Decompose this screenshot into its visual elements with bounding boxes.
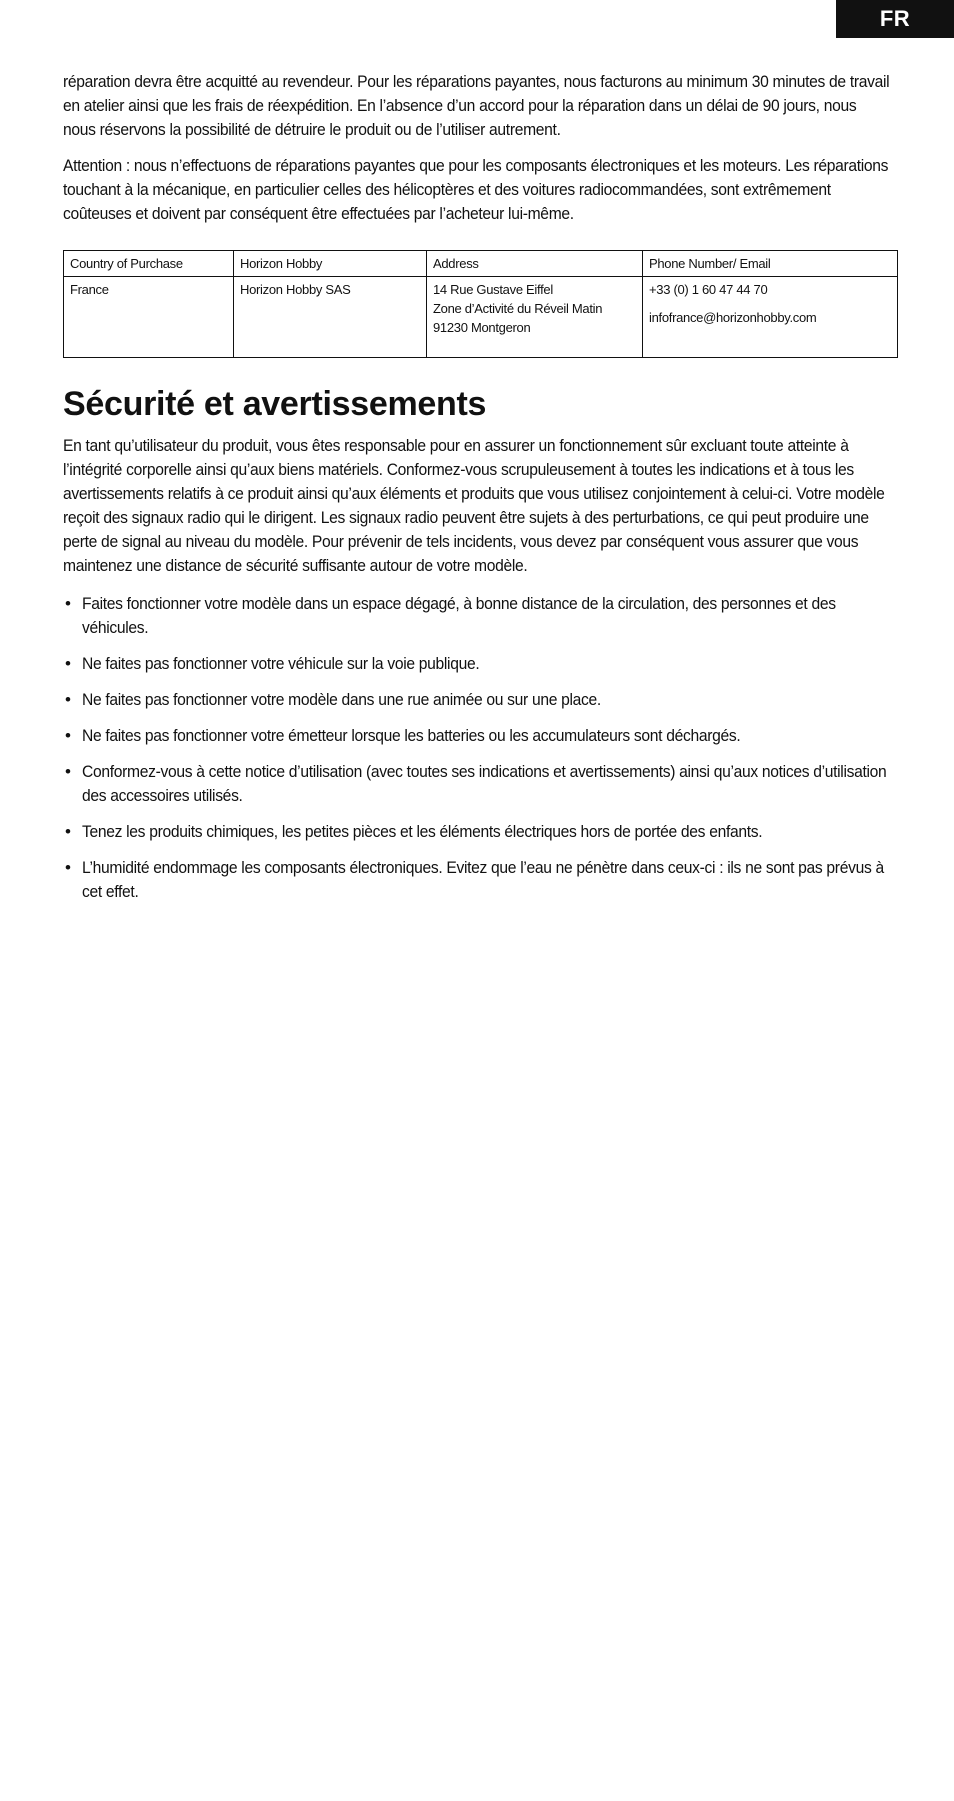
- safety-paragraph: En tant qu’utilisateur du produit, vous êtes responsable pour en assurer un fonctionnement sûr excluant toute atteinte à l’intégrité corporelle ainsi qu’aux biens matériels. Conformez-vous scrupuleusement à toutes les indications et à tous les avertissements relatifs à ce produit ainsi qu’aux éléments et produits que vous utilisez conjointement à celui-ci. Votre modèle reçoit des signaux radio qui le dirigent. Les signaux radio peuvent être sujets à des perturbations, ce qui peut produire une perte de signal au niveau du modèle. Pour prévenir de tels incidents, vous devez par conséquent vous assurer que vous maintenez une distance de sécurité suffisante autour de votre modèle.: [63, 436, 885, 575]
- header-company: Horizon Hobby: [234, 251, 427, 277]
- bullet-glyph: •: [65, 654, 71, 673]
- header-country: Country of Purchase: [64, 251, 234, 277]
- list-item: [63, 724, 893, 748]
- email-address: infofrance@horizonhobby.com: [649, 310, 817, 325]
- address-line-1: 14 Rue Gustave Eiffel: [433, 282, 553, 297]
- address-line-2: Zone d’Activité du Réveil Matin: [433, 301, 603, 316]
- page-content: [63, 70, 893, 916]
- list-item: [63, 760, 893, 808]
- cell-address: [427, 277, 643, 358]
- list-item: [63, 652, 893, 676]
- bullet-glyph: •: [65, 726, 71, 745]
- list-item-text: Ne faites pas fonctionner votre modèle dans une rue animée ou sur une place.: [82, 690, 601, 709]
- bullet-glyph: •: [65, 858, 71, 877]
- language-tab: FR: [836, 0, 954, 38]
- table-row: [64, 277, 898, 358]
- bullet-glyph: •: [65, 690, 71, 709]
- table-header-row: [64, 251, 898, 277]
- bullet-glyph: •: [65, 762, 71, 781]
- bullet-glyph: •: [65, 822, 71, 841]
- list-item-text: Ne faites pas fonctionner votre véhicule sur la voie publique.: [82, 654, 480, 673]
- cell-company: Horizon Hobby SAS: [234, 277, 427, 358]
- list-item-text: Tenez les produits chimiques, les petites pièces et les éléments électriques hors de portée des enfants.: [82, 822, 763, 841]
- list-item-text: Faites fonctionner votre modèle dans un espace dégagé, à bonne distance de la circulation, des personnes et des véhicules.: [82, 594, 836, 637]
- cell-country: France: [64, 277, 234, 358]
- list-item-text: L’humidité endommage les composants électroniques. Evitez que l’eau ne pénètre dans ceux-ci : ils ne sont pas prévus à cet effet.: [82, 858, 884, 901]
- address-line-3: 91230 Montgeron: [433, 320, 531, 335]
- service-contact-table: [63, 250, 898, 358]
- phone-number: +33 (0) 1 60 47 44 70: [649, 282, 768, 297]
- intro-paragraph-2: Attention : nous n’effectuons de réparations payantes que pour les composants électroniques et les moteurs. Les réparations touchant à la mécanique, en particulier celles des hélicoptères et des voitures radiocommandées, sont extrêmement coûteuses et doivent par conséquent être effectuées par l’acheteur lui-même.: [63, 156, 889, 223]
- list-item: [63, 592, 893, 640]
- bullet-glyph: •: [65, 594, 71, 613]
- list-item-text: Ne faites pas fonctionner votre émetteur lorsque les batteries ou les accumulateurs sont déchargés.: [82, 726, 741, 745]
- cell-phone-email: [643, 277, 898, 358]
- intro-paragraph-1: réparation devra être acquitté au revendeur. Pour les réparations payantes, nous facturons au minimum 30 minutes de travail en atelier ainsi que les frais de réexpédition. En l’absence d’un accord pour la réparation dans un délai de 90 jours, nous nous réservons la possibilité de détruire le produit ou de l’utiliser autrement.: [63, 72, 890, 139]
- safety-section-title: Sécurité et avertissements: [63, 385, 487, 423]
- list-item: [63, 820, 893, 844]
- list-item: [63, 688, 893, 712]
- header-phone-email: Phone Number/ Email: [643, 251, 898, 277]
- header-address: Address: [427, 251, 643, 277]
- warnings-list: [63, 592, 893, 904]
- list-item-text: Conformez-vous à cette notice d’utilisation (avec toutes ses indications et avertissements) ainsi qu’aux notices d’utilisation des accessoires utilisés.: [82, 762, 887, 805]
- list-item: [63, 856, 893, 904]
